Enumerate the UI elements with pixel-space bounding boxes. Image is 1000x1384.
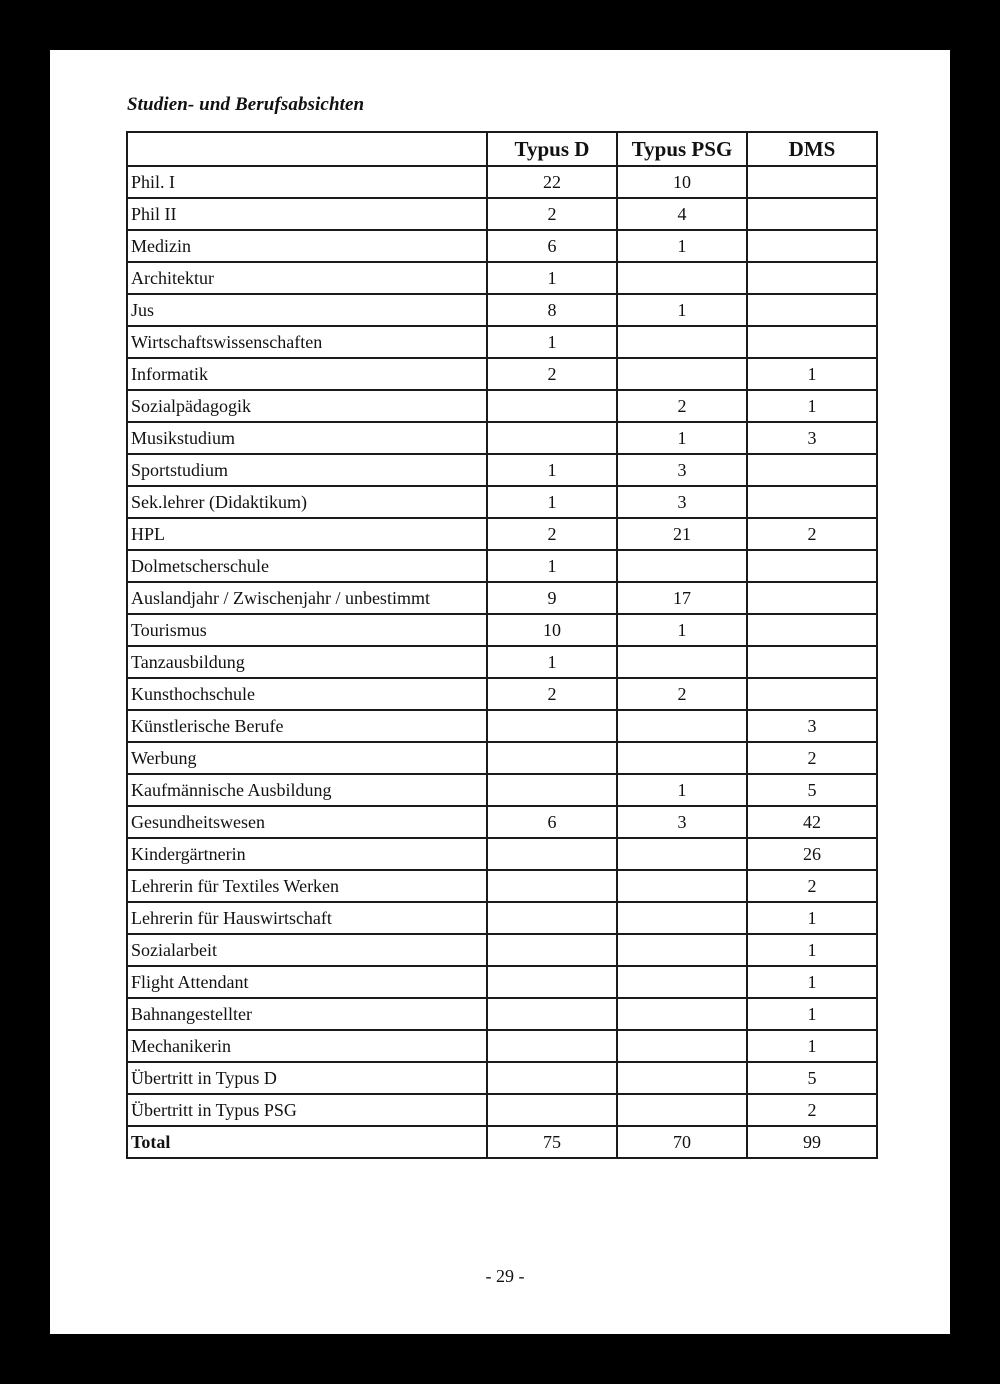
row-label: Musikstudium — [127, 422, 487, 454]
total-dms: 99 — [747, 1126, 877, 1158]
document-page — [50, 50, 950, 1334]
cell-typus-psg: 3 — [617, 486, 747, 518]
data-table — [126, 131, 878, 1159]
cell-dms: 5 — [747, 774, 877, 806]
cell-typus-psg — [617, 262, 747, 294]
row-label: Wirtschaftswissenschaften — [127, 326, 487, 358]
cell-typus-d: 2 — [487, 518, 617, 550]
row-label: Kaufmännische Ausbildung — [127, 774, 487, 806]
total-typus-psg: 70 — [617, 1126, 747, 1158]
cell-dms — [747, 550, 877, 582]
row-label: Sozialpädagogik — [127, 390, 487, 422]
row-label: Übertritt in Typus D — [127, 1062, 487, 1094]
cell-typus-psg — [617, 326, 747, 358]
table-row — [127, 230, 877, 262]
cell-typus-d: 1 — [487, 454, 617, 486]
total-row — [127, 1126, 877, 1158]
table-row — [127, 486, 877, 518]
cell-typus-psg — [617, 710, 747, 742]
row-label: Lehrerin für Hauswirtschaft — [127, 902, 487, 934]
cell-typus-psg — [617, 358, 747, 390]
cell-typus-d — [487, 998, 617, 1030]
cell-dms — [747, 294, 877, 326]
row-label: Phil. I — [127, 166, 487, 198]
total-typus-d: 75 — [487, 1126, 617, 1158]
row-label: Lehrerin für Textiles Werken — [127, 870, 487, 902]
cell-dms: 2 — [747, 870, 877, 902]
table-row — [127, 422, 877, 454]
row-label: Übertritt in Typus PSG — [127, 1094, 487, 1126]
cell-typus-psg — [617, 838, 747, 870]
cell-typus-d — [487, 774, 617, 806]
cell-dms: 1 — [747, 934, 877, 966]
table-row — [127, 166, 877, 198]
cell-dms: 2 — [747, 518, 877, 550]
cell-typus-psg: 1 — [617, 294, 747, 326]
table-row — [127, 294, 877, 326]
cell-typus-d: 6 — [487, 806, 617, 838]
cell-typus-d — [487, 422, 617, 454]
table-row — [127, 1062, 877, 1094]
cell-dms: 26 — [747, 838, 877, 870]
row-label: Künstlerische Berufe — [127, 710, 487, 742]
cell-dms — [747, 582, 877, 614]
cell-typus-psg: 4 — [617, 198, 747, 230]
cell-dms: 1 — [747, 966, 877, 998]
total-label: Total — [127, 1126, 487, 1158]
table-row — [127, 326, 877, 358]
cell-typus-d — [487, 934, 617, 966]
table-row — [127, 998, 877, 1030]
cell-dms — [747, 454, 877, 486]
row-label: Tourismus — [127, 614, 487, 646]
cell-dms — [747, 198, 877, 230]
cell-typus-d: 9 — [487, 582, 617, 614]
row-label: Architektur — [127, 262, 487, 294]
cell-dms: 1 — [747, 1030, 877, 1062]
cell-typus-psg — [617, 646, 747, 678]
cell-typus-psg: 3 — [617, 806, 747, 838]
cell-dms — [747, 166, 877, 198]
table-row — [127, 582, 877, 614]
table-row — [127, 390, 877, 422]
row-label: Sportstudium — [127, 454, 487, 486]
cell-dms: 2 — [747, 1094, 877, 1126]
cell-typus-d: 1 — [487, 646, 617, 678]
cell-typus-psg — [617, 1062, 747, 1094]
cell-typus-d — [487, 742, 617, 774]
table-row — [127, 454, 877, 486]
cell-typus-psg — [617, 742, 747, 774]
cell-dms — [747, 614, 877, 646]
cell-dms: 42 — [747, 806, 877, 838]
cell-dms — [747, 486, 877, 518]
table-row — [127, 934, 877, 966]
table-body — [127, 166, 877, 1126]
cell-dms: 1 — [747, 998, 877, 1030]
cell-typus-d — [487, 902, 617, 934]
cell-typus-psg: 1 — [617, 422, 747, 454]
cell-typus-psg: 21 — [617, 518, 747, 550]
cell-typus-psg — [617, 870, 747, 902]
cell-typus-psg — [617, 550, 747, 582]
table-row — [127, 198, 877, 230]
table-row — [127, 966, 877, 998]
table-row — [127, 1094, 877, 1126]
cell-dms: 3 — [747, 710, 877, 742]
cell-typus-d: 2 — [487, 678, 617, 710]
cell-typus-d: 6 — [487, 230, 617, 262]
row-label: HPL — [127, 518, 487, 550]
cell-typus-d — [487, 838, 617, 870]
cell-dms: 2 — [747, 742, 877, 774]
cell-typus-d — [487, 1030, 617, 1062]
cell-typus-d — [487, 870, 617, 902]
table-row — [127, 870, 877, 902]
row-label: Kunsthochschule — [127, 678, 487, 710]
table-row — [127, 614, 877, 646]
section-title: Studien- und Berufsabsichten — [127, 94, 365, 115]
table-row — [127, 550, 877, 582]
row-label: Sek.lehrer (Didaktikum) — [127, 486, 487, 518]
cell-typus-psg: 1 — [617, 614, 747, 646]
row-label: Werbung — [127, 742, 487, 774]
cell-dms — [747, 678, 877, 710]
cell-dms — [747, 262, 877, 294]
header-cell-empty — [127, 132, 487, 166]
cell-dms — [747, 326, 877, 358]
cell-typus-d — [487, 966, 617, 998]
cell-dms: 1 — [747, 902, 877, 934]
cell-typus-d: 8 — [487, 294, 617, 326]
cell-dms: 1 — [747, 390, 877, 422]
table-row — [127, 646, 877, 678]
table-row — [127, 902, 877, 934]
cell-typus-d: 1 — [487, 486, 617, 518]
row-label: Medizin — [127, 230, 487, 262]
cell-typus-d: 10 — [487, 614, 617, 646]
cell-typus-psg — [617, 1094, 747, 1126]
table-row — [127, 774, 877, 806]
row-label: Dolmetscherschule — [127, 550, 487, 582]
cell-typus-d: 2 — [487, 198, 617, 230]
row-label: Mechanikerin — [127, 1030, 487, 1062]
table-row — [127, 806, 877, 838]
row-label: Sozialarbeit — [127, 934, 487, 966]
table-row — [127, 518, 877, 550]
cell-typus-psg: 1 — [617, 230, 747, 262]
table-row — [127, 678, 877, 710]
table-row — [127, 262, 877, 294]
table-row — [127, 838, 877, 870]
row-label: Phil II — [127, 198, 487, 230]
cell-typus-d — [487, 710, 617, 742]
cell-typus-psg — [617, 1030, 747, 1062]
row-label: Kindergärtnerin — [127, 838, 487, 870]
cell-dms: 1 — [747, 358, 877, 390]
header-row — [127, 132, 877, 166]
table-row — [127, 742, 877, 774]
row-label: Gesundheitswesen — [127, 806, 487, 838]
row-label: Flight Attendant — [127, 966, 487, 998]
cell-typus-psg: 10 — [617, 166, 747, 198]
row-label: Jus — [127, 294, 487, 326]
page-number: - 29 - — [485, 1266, 525, 1286]
cell-typus-d: 1 — [487, 326, 617, 358]
row-label: Tanzausbildung — [127, 646, 487, 678]
cell-typus-psg — [617, 934, 747, 966]
cell-typus-d: 22 — [487, 166, 617, 198]
cell-dms: 3 — [747, 422, 877, 454]
row-label: Auslandjahr / Zwischenjahr / unbestimmt — [127, 582, 487, 614]
cell-typus-psg — [617, 998, 747, 1030]
cell-typus-psg: 17 — [617, 582, 747, 614]
table-row — [127, 710, 877, 742]
cell-typus-d: 1 — [487, 262, 617, 294]
cell-dms — [747, 646, 877, 678]
table-row — [127, 1030, 877, 1062]
header-cell-dms: DMS — [747, 132, 877, 166]
cell-typus-psg — [617, 966, 747, 998]
row-label: Informatik — [127, 358, 487, 390]
cell-typus-psg: 1 — [617, 774, 747, 806]
cell-typus-d: 1 — [487, 550, 617, 582]
cell-typus-psg — [617, 902, 747, 934]
cell-typus-psg: 2 — [617, 678, 747, 710]
cell-typus-d: 2 — [487, 358, 617, 390]
cell-dms: 5 — [747, 1062, 877, 1094]
cell-typus-psg: 2 — [617, 390, 747, 422]
cell-typus-d — [487, 1094, 617, 1126]
header-cell-typus-psg: Typus PSG — [617, 132, 747, 166]
cell-dms — [747, 230, 877, 262]
header-cell-typus-d: Typus D — [487, 132, 617, 166]
cell-typus-d — [487, 1062, 617, 1094]
cell-typus-psg: 3 — [617, 454, 747, 486]
cell-typus-d — [487, 390, 617, 422]
row-label: Bahnangestellter — [127, 998, 487, 1030]
table-row — [127, 358, 877, 390]
